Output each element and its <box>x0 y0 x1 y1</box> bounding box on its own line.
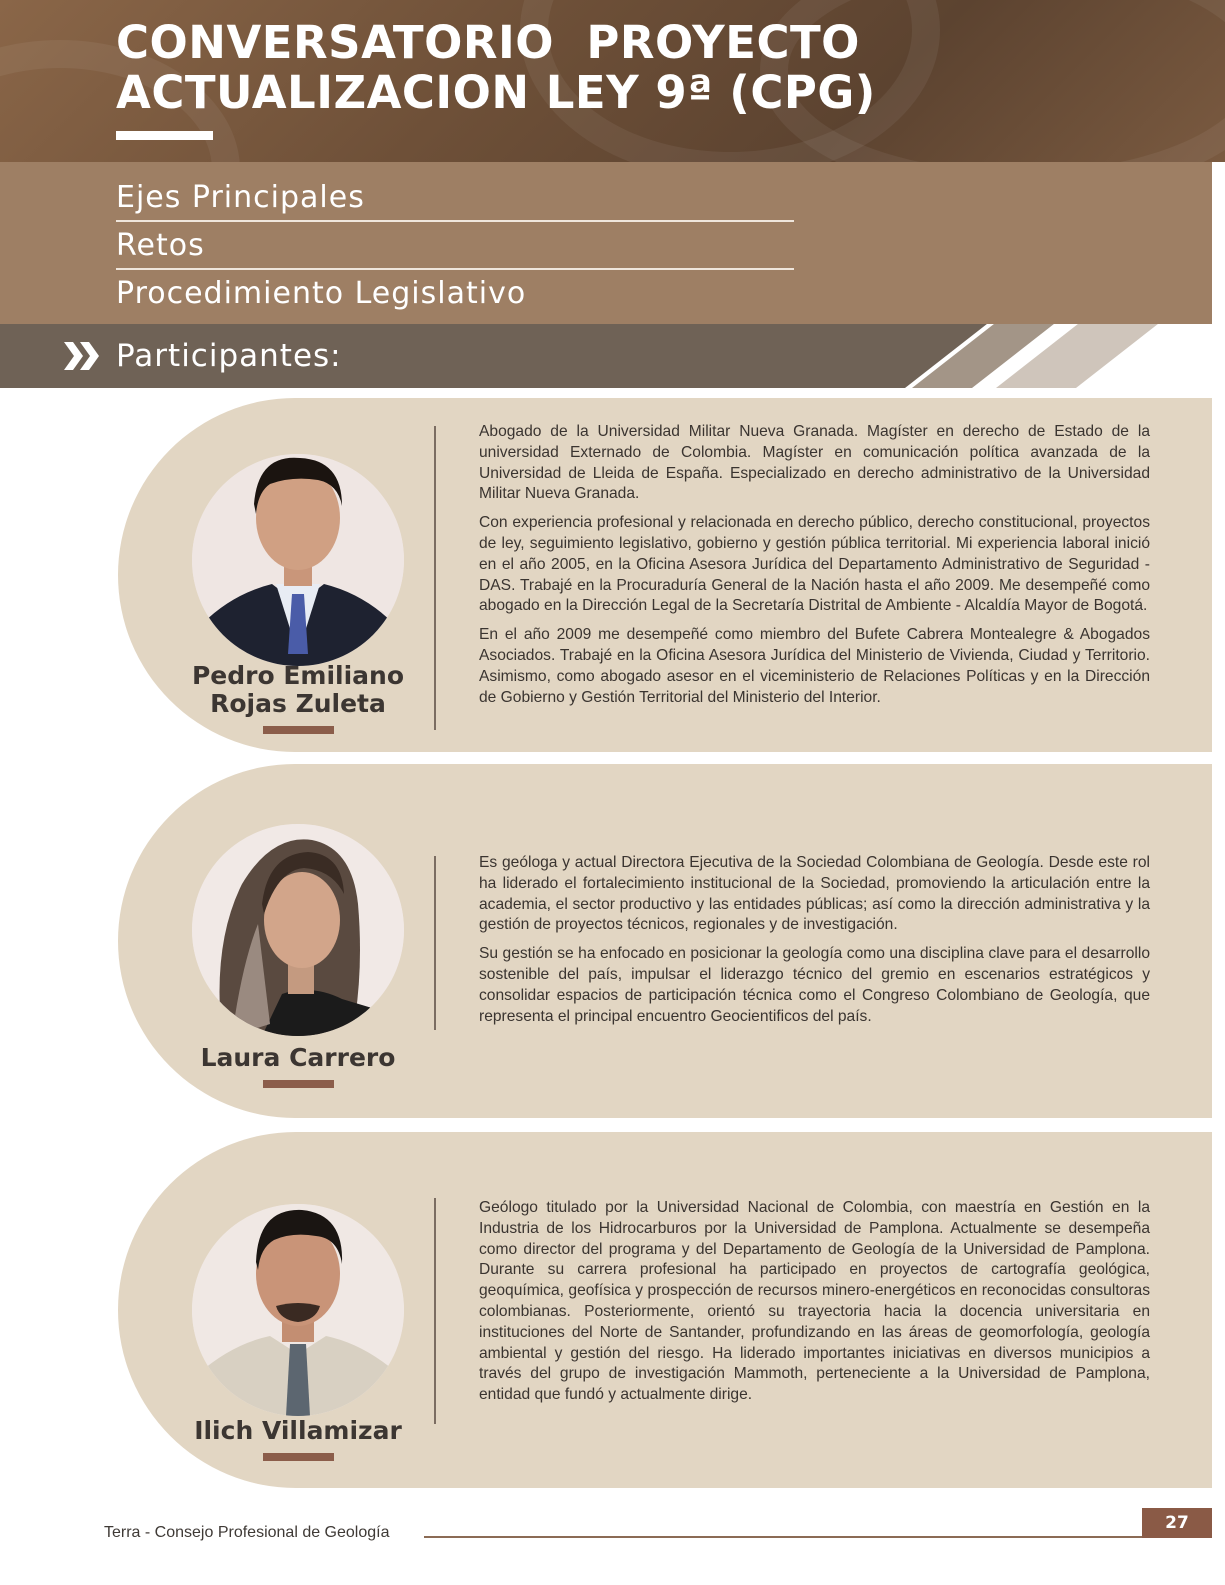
topic-ejes-principales: Ejes Principales <box>116 174 794 222</box>
bio-paragraph: En el año 2009 me desempeñé como miembro del Bufete Cabrera Montealegre & Abogados Asociados. Trabajé en la Oficina Asesora Jurídica del Ministerio de Vivienda, Ciudad y Territorio. Asimismo, como abogado asesor en el viceministerio de Relaciones Políticas y en la Dirección de Gobierno y Gestión Territorial del Ministerio del Interior. <box>479 626 1150 706</box>
participant-name <box>148 1044 448 1072</box>
page-title <box>116 18 1116 118</box>
bio-paragraph: Con experiencia profesional y relacionada en derecho público, derecho constitucional, proyectos de ley, seguimiento legislativo, gobierno y gestión pública territorial. Mi experiencia laboral inició en el año 2005, en la Oficina Asesora Jurídica del Departamento Administrativo de Seguridad - DAS. Trabajé en la Procuraduría General de la Nación hasta el año 2009. Me desempeñé como abogado en la Dirección Legal de la Secretaría Distrital de Ambiente - Alcaldía Mayor de Bogotá. <box>479 514 1150 615</box>
participants-banner <box>0 324 1225 388</box>
bio-paragraph: Su gestión se ha enfocado en posicionar la geología como una disciplina clave para el desarrollo sostenible del país, impulsar el liderazgo técnico del gremio en escenarios estratégicos y consolidar espacios de participación técnica como el Congreso Colombiano de Geología, que representa el principal encuentro Geocientificos del país. <box>479 945 1150 1025</box>
participant-bio <box>479 1198 1150 1414</box>
name-underline <box>263 1080 334 1088</box>
double-chevron-icon <box>62 340 102 372</box>
divider <box>434 856 436 1030</box>
divider <box>434 426 436 730</box>
participant-photo <box>192 1204 404 1416</box>
participant-name-line-1: Pedro Emiliano <box>191 661 405 690</box>
name-underline <box>263 1453 334 1461</box>
header-banner <box>0 0 1225 162</box>
participant-name-line-1: Ilich Villamizar <box>194 1416 402 1445</box>
participant-photo <box>192 454 404 666</box>
participant-card <box>118 398 1212 752</box>
participant-bio <box>479 422 1150 716</box>
participant-bio <box>479 853 1150 1035</box>
bio-paragraph: Abogado de la Universidad Militar Nueva Granada. Magíster en derecho de Estado de la universidad Externado de Colombia. Magíster en comunicación política avanzada de la Universidad de Lleida de España. Especializado en derecho administrativo de la Universidad Militar Nueva Granada. <box>479 423 1150 503</box>
title-line-2: ACTUALIZACION LEY 9ª (CPG) <box>116 66 876 119</box>
title-line-1: CONVERSATORIO PROYECTO <box>116 16 860 69</box>
participant-name-line-1: Laura Carrero <box>200 1043 396 1072</box>
title-underline <box>116 131 213 140</box>
name-underline <box>263 726 334 734</box>
page-number: 27 <box>1142 1508 1212 1538</box>
bio-paragraph: Geólogo titulado por la Universidad Nacional de Colombia, con maestría en Gestión en la Industria de los Hidrocarburos por la Universidad de Pamplona. Actualmente se desempeña como director del programa y del Departamento de Geología de la Universidad de Pamplona. Durante su carrera profesional ha participado en proyectos de cartografía geológica, geoquímica, geofísica y prospección de recursos minero-energéticos en reconocidas consultoras colombianas. Posteriormente, orientó su trayectoria hacia la docencia universitaria en instituciones del Norte de Santander, profundizando en las áreas de geomorfología, geología ambiental y gestión del riesgo. Ha liderado importantes iniciativas en diversos municipios a través del grupo de investigación Mammoth, perteneciente a la Universidad de Pamplona, entidad que fundó y actualmente dirige. <box>479 1199 1150 1404</box>
participant-card <box>118 764 1212 1118</box>
footer-rule <box>424 1536 1142 1538</box>
bio-paragraph: Es geóloga y actual Directora Ejecutiva de la Sociedad Colombiana de Geología. Desde este rol ha liderado el fortalecimiento institucional de la Sociedad, promoviendo la articulación entre la academia, el sector productivo y las entidades públicas; así como la dirección administrativa y la gestión de proyectos técnicos, regionales y de investigación. <box>479 854 1150 934</box>
participants-heading: Participantes: <box>116 338 342 374</box>
topic-procedimiento-legislativo: Procedimiento Legislativo <box>116 276 527 311</box>
footer-publication: Terra - Consejo Profesional de Geología <box>104 1524 390 1541</box>
participant-card <box>118 1132 1212 1488</box>
topic-retos: Retos <box>116 222 794 270</box>
participant-photo <box>192 824 404 1036</box>
participant-name <box>148 1417 448 1445</box>
participant-name <box>148 662 448 718</box>
participant-name-line-2: Rojas Zuleta <box>210 689 386 718</box>
divider <box>434 1198 436 1424</box>
topics-panel <box>0 162 1212 324</box>
